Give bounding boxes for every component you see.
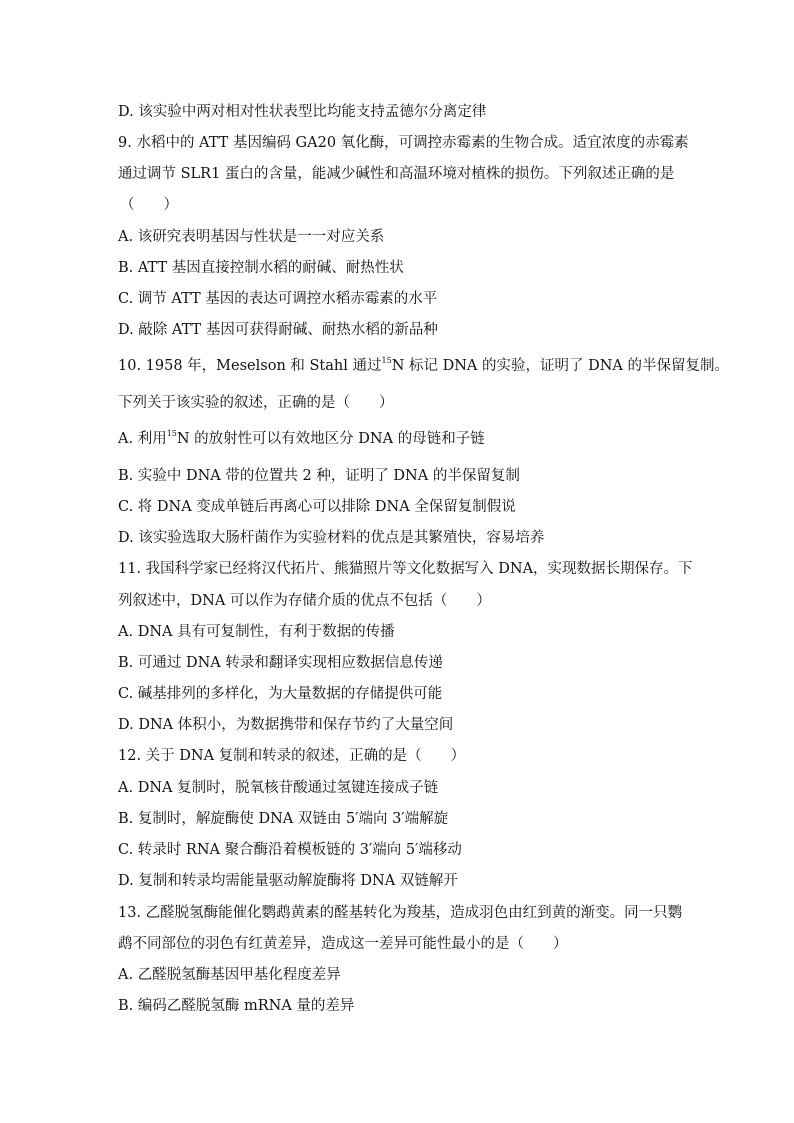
q11-option-c: C. 碱基排列的多样化，为大量数据的存储提供可能 [118,686,443,702]
q12-option-c: C. 转录时 RNA 聚合酶沿着模板链的 3′端向 5′端移动 [118,842,462,858]
q8-option-d: D. 该实验中两对相对性状表型比均能支持孟德尔分离定律 [118,104,487,120]
q10-stem-line-2: 下列关于该实验的叙述，正确的是（ ） [118,395,394,411]
q13-option-b: B. 编码乙醛脱氢酶 mRNA 量的差异 [118,998,355,1014]
q11-option-a: A. DNA 具有可复制性，有利于数据的传播 [118,624,395,640]
q10-isotope-superscript: 15 [381,356,392,365]
q9-option-a: A. 该研究表明基因与性状是一一对应关系 [118,229,385,245]
q9-option-b: B. ATT 基因直接控制水稻的耐碱、耐热性状 [118,260,404,276]
q10-option-b: B. 实验中 DNA 带的位置共 2 种，证明了 DNA 的半保留复制 [118,468,520,484]
q9-stem-line-2: 通过调节 SLR1 蛋白的含量，能减少碱性和高温环境对植株的损伤。下列叙述正确的是 [118,166,675,182]
q10-stem-line-1 [118,356,729,376]
q10-stem-text-a: 10. 1958 年，Meselson 和 Stahl 通过 [118,358,382,374]
q10-stem-text-b: N 标记 DNA 的实验，证明了 DNA 的半保留复制。 [391,358,729,374]
q9-option-c: C. 调节 ATT 基因的表达可调控水稻赤霉素的水平 [118,291,438,307]
q11-stem-line-1: 11. 我国科学家已经将汉代拓片、熊猫照片等文化数据写入 DNA，实现数据长期保存。下 [118,561,693,577]
q12-stem: 12. 关于 DNA 复制和转录的叙述，正确的是（ ） [118,748,466,764]
q10-option-a-superscript: 15 [166,429,177,438]
q10-option-a-text-b: N 的放射性可以有效地区分 DNA 的母链和子链 [176,431,485,447]
q12-option-a: A. DNA 复制时，脱氧核苷酸通过氢键连接成子链 [118,780,439,796]
q11-option-d: D. DNA 体积小，为数据携带和保存节约了大量空间 [118,717,454,733]
q10-option-c: C. 将 DNA 变成单链后再离心可以排除 DNA 全保留复制假说 [118,499,516,515]
q10-option-d: D. 该实验选取大肠杆菌作为实验材料的优点是其繁殖快，容易培养 [118,530,545,546]
q13-stem-line-2: 鹉不同部位的羽色有红黄差异，造成这一差异可能性最小的是（ ） [118,936,568,952]
q9-answer-blank: （ ） [120,197,178,213]
q10-option-a [118,429,485,449]
q13-stem-line-1: 13. 乙醛脱氢酶能催化鹦鹉黄素的醛基转化为羧基，造成羽色由红到黄的渐变。同一只鹦 [118,905,683,921]
q9-option-d: D. 敲除 ATT 基因可获得耐碱、耐热水稻的新品种 [118,322,438,338]
q11-option-b: B. 可通过 DNA 转录和翻译实现相应数据信息传递 [118,655,443,671]
q13-option-a: A. 乙醛脱氢酶基因甲基化程度差异 [118,967,341,983]
q9-stem-line-1: 9. 水稻中的 ATT 基因编码 GA20 氧化酶，可调控赤霉素的生物合成。适宜浓度的赤霉素 [118,135,689,151]
q12-option-b: B. 复制时，解旋酶使 DNA 双链由 5′端向 3′端解旋 [118,811,449,827]
q10-option-a-text-a: A. 利用 [118,431,167,447]
q11-stem-line-2: 列叙述中，DNA 可以作为存储介质的优点不包括（ ） [118,593,491,609]
q12-option-d: D. 复制和转录均需能量驱动解旋酶将 DNA 双链解开 [118,873,458,889]
